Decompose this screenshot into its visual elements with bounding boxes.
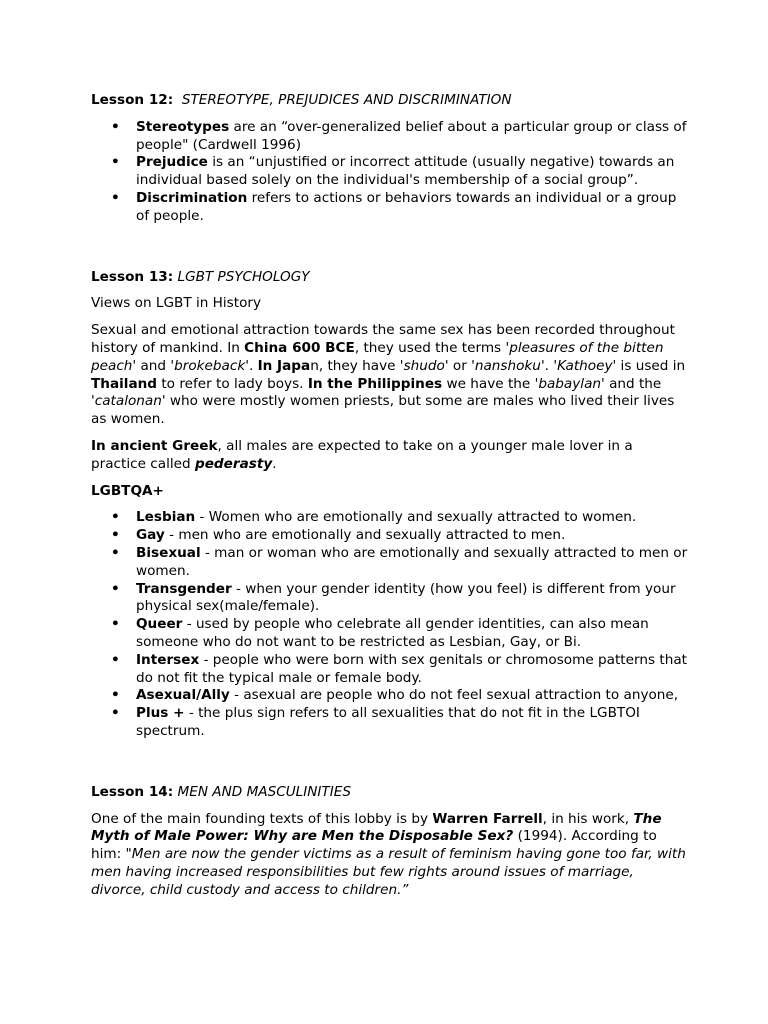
text-run: Kathoey	[557, 357, 613, 374]
bullet-icon: •	[111, 154, 120, 171]
definition: - men who are emotionally and sexually attracted to men.	[164, 527, 566, 544]
text-run: babaylan	[538, 375, 602, 392]
lesson-title: LGBT PSYCHOLOGY	[177, 268, 310, 285]
term: Bisexual	[136, 544, 201, 561]
text-run: ' and '	[132, 357, 175, 374]
text-run: China 600 BCE	[244, 339, 355, 356]
list-item	[91, 190, 691, 226]
lesson-14-heading	[91, 784, 691, 802]
lesson-label: Lesson 14:	[91, 783, 174, 800]
list-item	[91, 652, 691, 688]
lgbtqa-list	[91, 509, 691, 740]
lesson-label: Lesson 12:	[91, 92, 174, 108]
text-run: Sexual and emotional attraction towards the same sex has been recorded throughout history of mankind. In	[91, 322, 675, 356]
history-subheading: Views on LGBT in History	[91, 295, 262, 312]
list-item	[91, 687, 691, 705]
text-run: ' and the '	[91, 375, 662, 410]
bullet-icon: •	[111, 544, 120, 561]
bullet-icon: •	[111, 616, 120, 633]
definition: - used by people who celebrate all gender identities, can also mean someone who do not want to be restricted as Lesbian, Gay, or Bi.	[136, 616, 649, 650]
text-run: , all males are expected to take on a younger male lover in a practice called	[91, 437, 633, 472]
text-run: pederasty	[194, 455, 273, 472]
list-item	[91, 545, 691, 581]
section-spacer	[91, 750, 691, 784]
lesson-title: STEREOTYPE, PREJUDICES AND DISCRIMINATION	[181, 92, 512, 108]
text-run: '. '	[540, 357, 558, 374]
bullet-icon: •	[111, 580, 120, 597]
list-item	[91, 616, 691, 652]
text-run: n, they have '	[310, 357, 404, 374]
term: Gay	[136, 527, 165, 544]
bullet-icon: •	[111, 118, 120, 135]
lgbtqa-heading	[91, 483, 691, 501]
term: Asexual/Ally	[136, 687, 230, 704]
bullet-icon: •	[111, 651, 120, 668]
text-run: Thailand	[91, 375, 158, 392]
list-item	[91, 705, 691, 741]
list-item	[91, 119, 691, 155]
text-run: ' is used in	[612, 357, 686, 374]
definition: is an “unjustified or incorrect attitude (usually negative) towards an individual based solely on the individual's membership of a social group”.	[136, 154, 675, 189]
text-run: One of the main founding texts of this lobby is by	[91, 810, 433, 827]
bullet-icon: •	[111, 705, 120, 722]
definition: - Women who are emotionally and sexually attracted to women.	[195, 509, 637, 526]
greek-paragraph	[91, 438, 691, 474]
lesson-label: Lesson 13:	[91, 268, 174, 285]
text-run: pleasures of the bitten peach	[91, 339, 664, 374]
bullet-icon: •	[111, 189, 120, 206]
text-run: In the Philippines	[307, 375, 443, 392]
list-item	[91, 509, 691, 527]
term: Transgender	[136, 580, 232, 597]
text-run: .	[272, 455, 277, 472]
history-paragraph	[91, 322, 691, 429]
term: Plus +	[136, 705, 185, 722]
text-run: (1994). According to him: "	[91, 828, 657, 863]
text-run: ' or '	[444, 357, 475, 374]
masculinities-paragraph	[91, 811, 691, 900]
list-item	[91, 154, 691, 190]
text-run: shudo	[403, 357, 445, 374]
list-item	[91, 527, 691, 545]
text-run: ' who were mostly women priests, but some are males who lived their lives as women.	[91, 393, 675, 428]
text-run: '.	[245, 357, 258, 374]
text-run: nanshoku	[474, 357, 541, 374]
term: Prejudice	[136, 154, 208, 171]
quote-text: Men are now the gender victims as a result of feminism having gone too far, with men having increased responsibilities but few rights around issues of marriage, divorce, child custody and access to children.”	[91, 846, 686, 898]
lesson-13-heading	[91, 269, 691, 287]
definition: - asexual are people who do not feel sexual attraction to anyone,	[229, 687, 679, 704]
document-content	[91, 92, 691, 908]
definition: - the plus sign refers to all sexualities that do not fit in the LGBTOI spectrum.	[136, 705, 640, 739]
definition: refers to actions or behaviors towards an individual or a group of people.	[136, 189, 677, 224]
lesson-12-heading	[91, 92, 691, 110]
text-run: , they used the terms '	[354, 339, 510, 356]
text-run: Warren Farrell	[432, 810, 543, 827]
definition: are an “over-generalized belief about a particular group or class of people" (Cardwell 1996)	[136, 118, 687, 153]
lesson-title: MEN AND MASCULINITIES	[177, 783, 351, 800]
bullet-icon: •	[111, 509, 120, 526]
text-run: to refer to lady boys.	[157, 375, 308, 392]
term: Queer	[136, 616, 183, 633]
lesson-12-list	[91, 119, 691, 226]
text-run: we have the '	[442, 375, 539, 392]
list-item	[91, 581, 691, 617]
text-run: LGBTQA+	[91, 482, 164, 499]
text-run: In ancient Greek	[91, 437, 218, 454]
bullet-icon: •	[111, 687, 120, 704]
term: Lesbian	[136, 509, 196, 526]
term: Stereotypes	[136, 118, 230, 135]
text-run: In Japa	[257, 357, 311, 374]
definition: - man or woman who are emotionally and sexually attracted to men or women.	[136, 544, 688, 579]
text-run: The Myth of Male Power: Why are Men the Disposable Sex?	[91, 810, 662, 845]
term: Discrimination	[136, 189, 248, 206]
text-run: catalonan	[94, 393, 162, 410]
section-spacer	[91, 235, 691, 269]
text-run: brokeback	[174, 357, 246, 374]
text-run: , in his work,	[542, 810, 634, 827]
definition: - people who were born with sex genitals or chromosome patterns that do not fit the typical male or female body.	[136, 651, 687, 686]
term: Intersex	[136, 651, 200, 668]
definition: - when your gender identity (how you feel) is different from your physical sex(male/female).	[136, 580, 676, 615]
bullet-icon: •	[111, 527, 120, 544]
